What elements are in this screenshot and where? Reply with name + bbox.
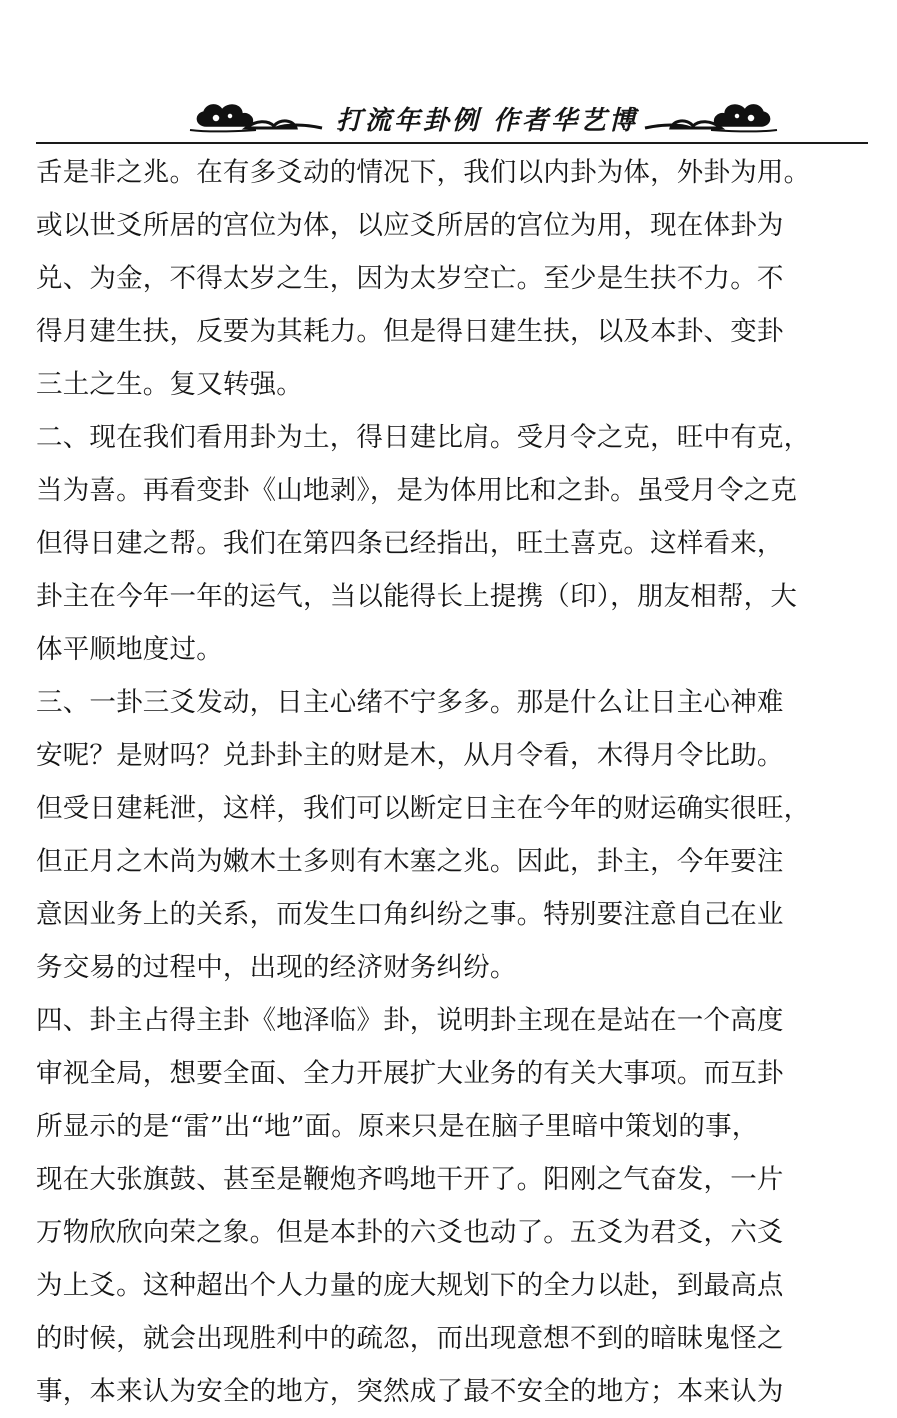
header-title: 打流年卦例 作者华艺博 [336,106,639,136]
text-line: 当为喜。再看变卦《山地剥》，是为体用比和之卦。虽受月令之克 [36,475,798,506]
text-line: 舌是非之兆。在有多爻动的情况下，我们以内卦为体，外卦为用。 [36,157,811,188]
text-line: 或以世爻所居的宫位为体，以应爻所居的宫位为用，现在体卦为 [36,210,784,241]
cloud-ornament-right-icon [641,98,781,138]
text-line: 二、现在我们看用卦为土，得日建比肩。受月令之克，旺中有克， [36,422,811,453]
page-body [36,146,872,1418]
text-line: 审视全局，想要全面、全力开展扩大业务的有关大事项。而互卦 [36,1058,784,1089]
text-line: 的时候，就会出现胜利中的疏忽，而出现意想不到的暗昧鬼怪之 [36,1323,784,1354]
text-line: 但正月之木尚为嫩木土多则有木塞之兆。因此，卦主，今年要注 [36,846,784,877]
text-line: 四、卦主占得主卦《地泽临》卦，说明卦主现在是站在一个高度 [36,1005,784,1036]
text-line: 事，本来认为安全的地方，突然成了最不安全的地方；本来认为 [36,1376,784,1407]
text-line: 兑、为金，不得太岁之生，因为太岁空亡。至少是生扶不力。不 [36,263,784,294]
text-line: 三土之生。复又转强。 [36,369,303,400]
text-line: 安呢？是财吗？兑卦卦主的财是木，从月令看，木得月令比助。 [36,740,784,771]
text-line: 但受日建耗泄，这样，我们可以断定日主在今年的财运确实很旺， [36,793,811,824]
text-line: 得月建生扶，反要为其耗力。但是得日建生扶，以及本卦、变卦 [36,316,784,347]
text-line: 万物欣欣向荣之象。但是本卦的六爻也动了。五爻为君爻，六爻 [36,1217,784,1248]
cloud-ornament-left-icon [186,98,326,138]
text-line: 但得日建之帮。我们在第四条已经指出，旺土喜克。这样看来， [36,528,784,559]
text-line: 三、一卦三爻发动，日主心绪不宁多多。那是什么让日主心神难 [36,687,784,718]
text-line: 现在大张旗鼓、甚至是鞭炮齐鸣地干开了。阳刚之气奋发，一片 [36,1164,784,1195]
text-line: 务交易的过程中，出现的经济财务纠纷。 [36,952,517,983]
text-line: 所显示的是“雷”出“地”面。原来只是在脑子里暗中策划的事， [36,1111,759,1142]
text-line: 体平顺地度过。 [36,634,223,665]
text-line: 卦主在今年一年的运气，当以能得长上提携（印），朋友相帮，大 [36,581,798,612]
running-header [36,90,868,144]
text-line: 为上爻。这种超出个人力量的庞大规划下的全力以赴，到最高点 [36,1270,784,1301]
text-line: 意因业务上的关系，而发生口角纠纷之事。特别要注意自己在业 [36,899,784,930]
header-divider [36,142,868,144]
